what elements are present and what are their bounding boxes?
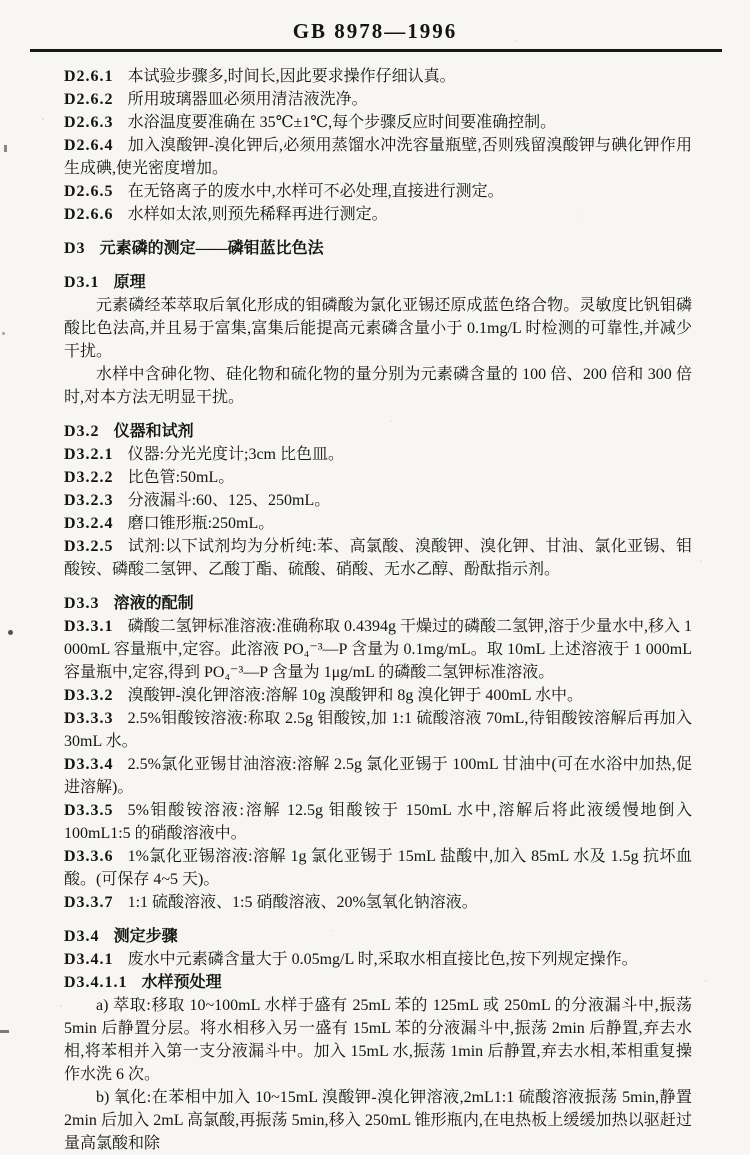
clause-number: D3.2 [64, 423, 100, 440]
clause-number: D3.4 [64, 928, 100, 945]
clause-text: 磨口锥形瓶:250mL。 [127, 515, 275, 532]
clause-number: D2.6.4 [64, 137, 114, 154]
clause-d2-6-4 [64, 134, 692, 180]
clause-d3-3-1 [64, 615, 692, 684]
section-heading-d3-3 [64, 592, 692, 615]
clause-d2-6-2 [64, 88, 692, 111]
clause-number: D3.4.1.1 [64, 974, 128, 991]
clause-number: D2.6.2 [64, 91, 114, 108]
clause-text: 所用玻璃器皿必须用清洁液洗净。 [127, 91, 368, 108]
scan-artifact [8, 630, 13, 635]
clause-d3-3-3 [64, 707, 692, 753]
clause-text: 仪器:分光光度计;3cm 比色皿。 [127, 446, 345, 463]
clause-number: D3.3.2 [64, 687, 114, 704]
clause-text: 1%氯化亚锡溶液:溶解 1g 氯化亚锡于 15mL 盐酸中,加入 85mL 水及 1.5g 抗坏血酸。(可保存 4~5 天)。 [64, 848, 692, 888]
clause-number: D3.3.5 [64, 802, 114, 819]
section-heading-d3-1 [64, 271, 692, 294]
clause-d2-6-5 [64, 180, 692, 203]
clause-number: D2.6.3 [64, 114, 114, 131]
clause-d2-6-6 [64, 203, 692, 226]
scan-artifact [4, 145, 7, 152]
clause-number: D3.3 [64, 595, 100, 612]
clause-d3-3-7 [64, 891, 692, 914]
section-heading-d3 [64, 237, 692, 260]
step-a-paragraph [64, 994, 692, 1086]
clause-d3-3-2 [64, 684, 692, 707]
paragraph-text: b) 氧化:在苯相中加入 10~15mL 溴酸钾-溴化钾溶液,2mL1:1 硫酸溶液振荡 5min,静置 2min 后加入 2mL 高氯酸,再振荡 5min,移入 250mL 锥形瓶内,在电热板上缓缓加热以驱赶过量高氯酸和除 [64, 1089, 692, 1152]
clause-number: D3.1 [64, 274, 100, 291]
clause-number: D3.4.1 [64, 951, 114, 968]
paragraph [64, 294, 692, 363]
section-title: 水样预处理 [141, 974, 222, 991]
clause-number: D3 [64, 240, 86, 257]
clause-number: D3.3.4 [64, 756, 114, 773]
clause-number: D3.2.3 [64, 492, 114, 509]
clause-d3-2-5 [64, 535, 692, 581]
clause-number: D3.2.2 [64, 469, 114, 486]
clause-number: D3.3.7 [64, 894, 114, 911]
paragraph-text: 水样中含砷化物、硅化物和硫化物的量分别为元素磷含量的 100 倍、200 倍和 300 倍时,对本方法无明显干扰。 [64, 366, 692, 406]
clause-d3-4-1 [64, 948, 692, 971]
clause-text: 1:1 硫酸溶液、1:5 硝酸溶液、20%氢氧化钠溶液。 [127, 894, 478, 911]
step-b-paragraph [64, 1086, 692, 1155]
clause-d3-3-4 [64, 753, 692, 799]
clause-number: D2.6.1 [64, 68, 114, 85]
scan-artifact [0, 1030, 9, 1033]
clause-text: 5%钼酸铵溶液:溶解 12.5g 钼酸铵于 150mL 水中,溶解后将此液缓慢地倒入 100mL1:5 的硝酸溶液中。 [64, 802, 692, 842]
section-title: 原理 [113, 274, 146, 291]
clause-number: D2.6.6 [64, 206, 114, 223]
scan-artifact [2, 332, 5, 335]
clause-text: 本试验步骤多,时间长,因此要求操作仔细认真。 [127, 68, 456, 85]
clause-text: 溴酸钾-溴化钾溶液:溶解 10g 溴酸钾和 8g 溴化钾于 400mL 水中。 [127, 687, 583, 704]
section-heading-d3-2 [64, 420, 692, 443]
clause-number: D2.6.5 [64, 183, 114, 200]
clause-d3-2-1 [64, 443, 692, 466]
clause-d3-3-6 [64, 845, 692, 891]
clause-number: D3.3.3 [64, 710, 114, 727]
paragraph-text: a) 萃取:移取 10~100mL 水样于盛有 25mL 苯的 125mL 或 250mL 的分液漏斗中,振荡 5min 后静置分层。将水相移入另一盛有 15mL 苯的分液漏斗中,振荡 2min 后静置,弃去水相,将苯相并入第一支分液漏斗中。加入 15mL 水,振荡 1min 后静置,弃去水相,苯相重复操作水洗 6 次。 [64, 997, 692, 1083]
clause-d2-6-3 [64, 111, 692, 134]
standard-code-title: GB 8978—1996 [292, 19, 458, 43]
paragraph-text: 元素磷经苯萃取后氧化形成的钼磷酸为氯化亚锡还原成蓝色络合物。灵敏度比钒钼磷酸比色法高,并且易于富集,富集后能提高元素磷含量小于 0.1mg/L 时检测的可靠性,并减少干扰。 [64, 297, 692, 360]
clause-text: 试剂:以下试剂均为分析纯:苯、高氯酸、溴酸钾、溴化钾、甘油、氯化亚锡、钼酸铵、磷酸二氢钾、乙酸丁酯、硫酸、硝酸、无水乙醇、酚酞指示剂。 [64, 538, 692, 578]
section-title: 溶液的配制 [113, 595, 194, 612]
clause-text: 磷酸二氢钾标准溶液:准确称取 0.4394g 干燥过的磷酸二氢钾,溶于少量水中,移入 1 000mL 容量瓶中,定容。此溶液 PO₄⁻³—P 含量为 0.1mg/mL。取 10mL 上述溶液于 1 000mL 容量瓶中,定容,得到 PO₄⁻³—P 含量为 1μg/mL 的磷酸二氢钾标准溶液。 [64, 618, 693, 681]
clause-number: D3.2.4 [64, 515, 114, 532]
section-heading-d3-4 [64, 925, 692, 948]
clause-d2-6-1 [64, 65, 692, 88]
clause-text: 2.5%氯化亚锡甘油溶液:溶解 2.5g 氯化亚锡于 100mL 甘油中(可在水浴中加热,促进溶解)。 [64, 756, 692, 796]
clause-number: D3.2.1 [64, 446, 114, 463]
clause-text: 水浴温度要准确在 35℃±1℃,每个步骤反应时间要准确控制。 [127, 114, 557, 131]
section-title: 测定步骤 [113, 928, 178, 945]
paragraph [64, 363, 692, 409]
clause-text: 水样如太浓,则预先稀释再进行测定。 [127, 206, 388, 223]
clause-d3-2-4 [64, 512, 692, 535]
clause-number: D3.3.6 [64, 848, 114, 865]
clause-text: 2.5%钼酸铵溶液:称取 2.5g 钼酸铵,加 1:1 硫酸溶液 70mL,待钼酸铵溶解后再加入 30mL 水。 [64, 710, 692, 750]
clause-d3-2-2 [64, 466, 692, 489]
section-title: 仪器和试剂 [113, 423, 194, 440]
clause-text: 废水中元素磷含量大于 0.05mg/L 时,采取水相直接比色,按下列规定操作。 [127, 951, 638, 968]
scan-noise [0, 0, 2, 2]
clause-d3-3-5 [64, 799, 692, 845]
document-body [0, 52, 750, 1155]
section-title: 元素磷的测定——磷钼蓝比色法 [99, 240, 324, 257]
clause-d3-2-3 [64, 489, 692, 512]
clause-number: D3.2.5 [64, 538, 114, 555]
clause-text: 在无铬离子的废水中,水样可不必处理,直接进行测定。 [127, 183, 504, 200]
clause-text: 比色管:50mL。 [127, 469, 235, 486]
clause-number: D3.3.1 [64, 618, 114, 635]
clause-text: 分液漏斗:60、125、250mL。 [127, 492, 331, 509]
clause-text: 加入溴酸钾-溴化钾后,必须用蒸馏水冲洗容量瓶壁,否则残留溴酸钾与碘化钾作用生成碘,使光密度增加。 [64, 137, 692, 177]
section-heading-d3-4-1-1 [64, 971, 692, 994]
